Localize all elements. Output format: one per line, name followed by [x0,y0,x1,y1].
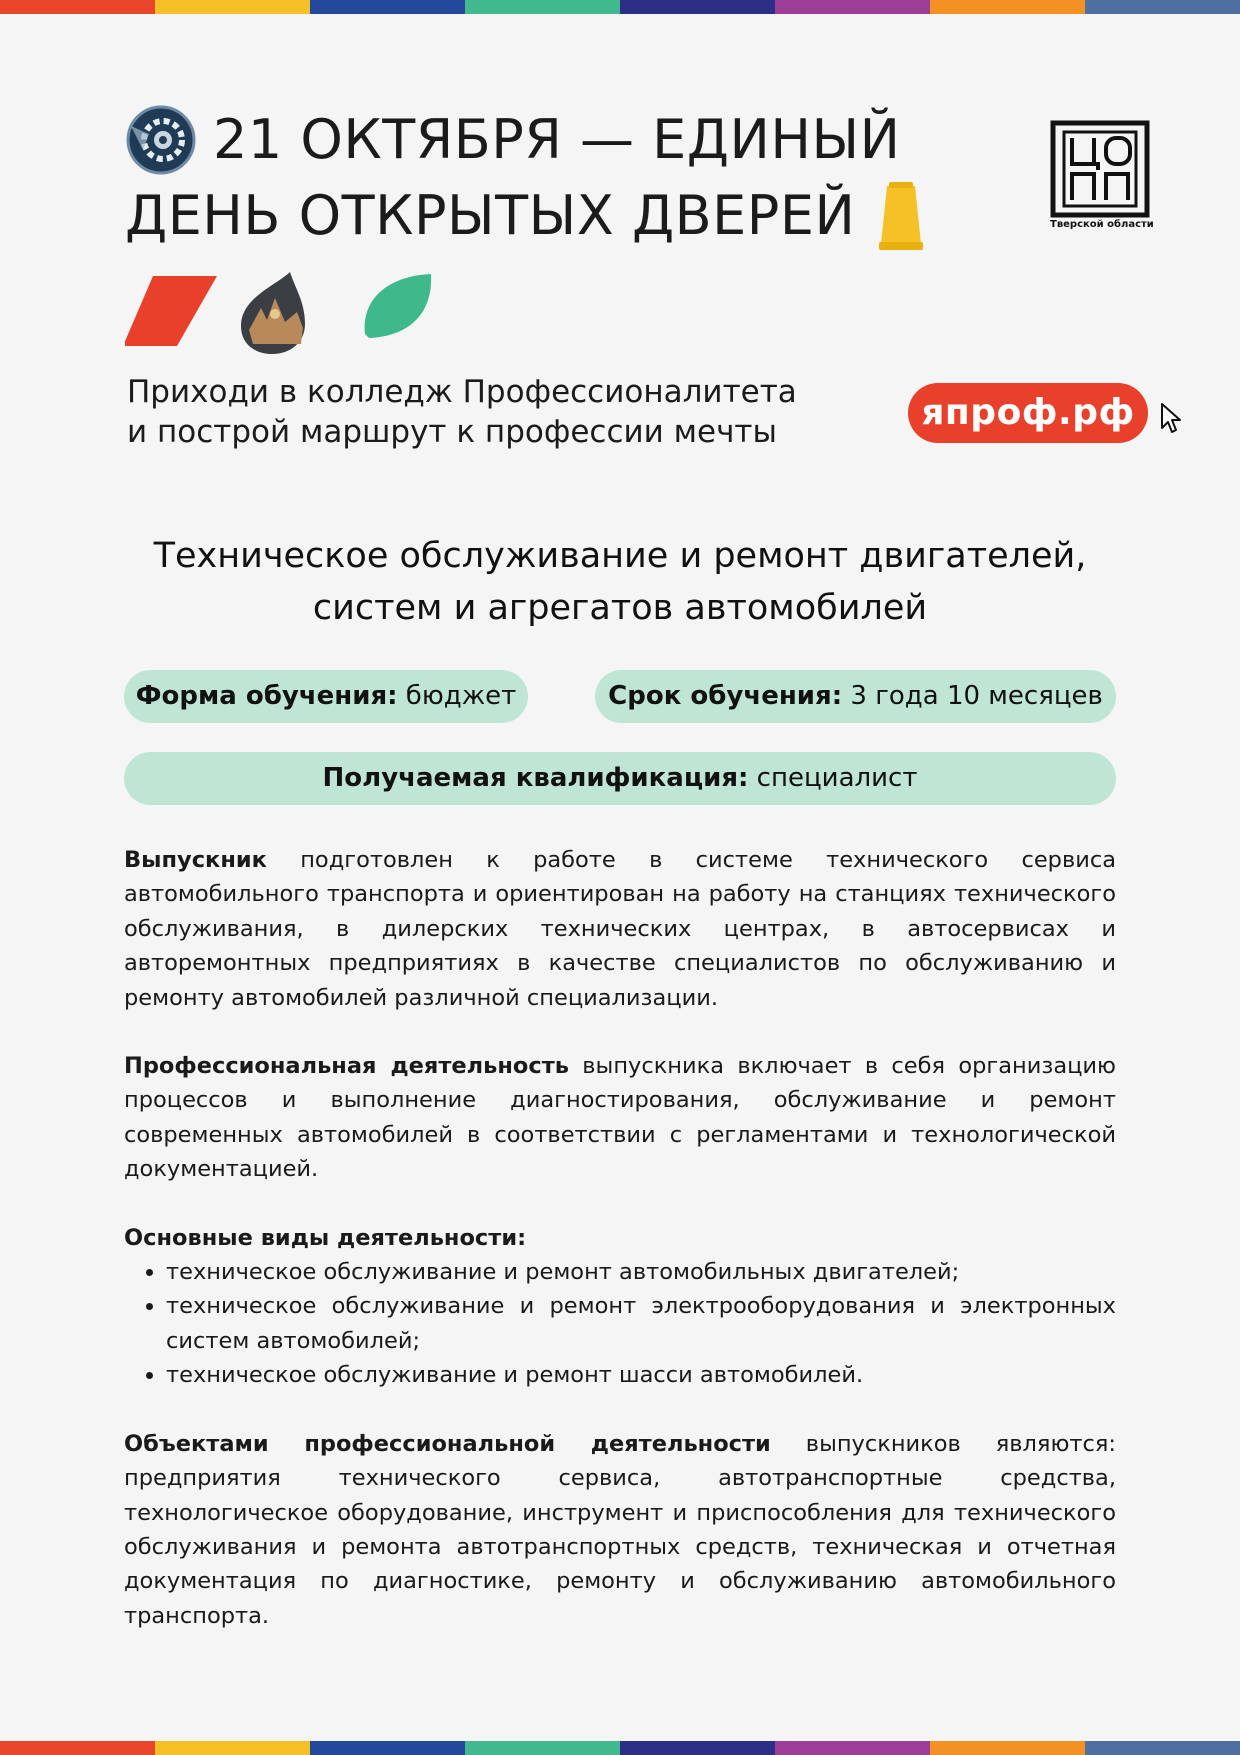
objects-paragraph-lead: Объектами профессиональной деятельности [124,1430,771,1457]
program-description [124,843,1116,1667]
study-term-pill [595,670,1116,723]
professional-activity-paragraph [124,1049,1116,1187]
stripe-segment [620,1741,775,1755]
stripe-segment [0,1741,155,1755]
stripe-segment [310,0,465,14]
qualification-pill [124,752,1116,805]
objects-paragraph-text: выпускников являются: предприятия технического сервиса, автотранспортные средства, технологическое оборудование, инструмент и приспособления для технического обслуживания и ремонта автотранспортных средств, техническая и отчетная документация по диагностике, ремонту и обслуживанию автомобильного транспорта. [124,1430,1117,1629]
mouse-cursor-icon [1160,402,1184,434]
headline-line-2 [125,178,985,254]
stripe-segment [620,0,775,14]
study-form-value: бюджет [397,681,517,711]
study-form-label: Форма обучения: [135,681,398,711]
city-photo-drop-icon [241,272,305,354]
stripe-segment [930,1741,1085,1755]
green-leaf-icon [365,274,432,338]
copp-logo [1050,120,1150,230]
professional-activity-lead: Профессиональная деятельность [124,1053,569,1080]
study-term-value: 3 года 10 месяцев [842,681,1103,711]
stripe-segment [155,0,310,14]
headline-line-1 [125,102,985,178]
bottom-color-stripe [0,1741,1240,1755]
stripe-segment [1085,1741,1240,1755]
stripe-segment [155,1741,310,1755]
stripe-segment [0,0,155,14]
top-color-stripe [0,0,1240,14]
site-link-button[interactable]: япроф.рф [908,383,1148,443]
decorative-shapes [125,268,445,358]
event-headline [125,102,985,254]
graduate-paragraph-lead: Выпускник [124,847,267,873]
stripe-segment [465,1741,620,1755]
professional-activity-text: выпускника включает в себя организацию процессов и выполнение диагностирования, обслуживание и ремонт современных автомобилей в соответствии с регламентами и технологической документацией. [124,1053,1116,1183]
qualification-label: Получаемая квалификация: [322,763,749,793]
program-title-line-2: систем и агрегатов автомобилей [312,588,928,628]
objects-paragraph [124,1427,1116,1633]
stripe-segment [1085,0,1240,14]
spool-icon [873,180,929,252]
stripe-segment [775,1741,930,1755]
graduate-paragraph [124,843,1116,1015]
program-title-line-1: Техническое обслуживание и ремонт двигателей, [153,536,1087,576]
stripe-segment [310,1741,465,1755]
activities-list [124,1255,1116,1393]
red-parallelogram-icon [125,276,217,346]
gear-emblem-icon [125,104,197,176]
slogan-line-1: Приходи в колледж Профессионалитета [127,374,797,410]
study-term-label: Срок обучения: [608,681,843,711]
list-item: • техническое обслуживание и ремонт автомобильных двигателей; [166,1255,1116,1289]
qualification-value: специалист [748,763,918,793]
headline-text-2: ДЕНЬ ОТКРЫТЫХ ДВЕРЕЙ [125,184,856,247]
graduate-paragraph-text: подготовлен к работе в системе технического сервиса автомобильного транспорта и ориентирован на работу на станциях технического обслуживания, в дилерских технических центрах, в автосервисах и авторемонтных предприятиях в качестве специалистов по обслуживанию и ремонту автомобилей различной специализации. [124,847,1116,1011]
activities-heading: Основные виды деятельности: [124,1224,527,1251]
list-item: • техническое обслуживание и ремонт электрооборудования и электронных систем автомобилей; [166,1289,1116,1358]
stripe-segment [775,0,930,14]
copp-caption: Тверской области [1050,219,1154,230]
slogan-line-2: и построй маршрут к профессии мечты [127,414,777,450]
study-form-pill [124,670,528,723]
slogan [127,372,887,452]
stripe-segment [930,0,1085,14]
headline-text-1: 21 ОКТЯБРЯ — ЕДИНЫЙ [213,108,901,171]
list-item: • техническое обслуживание и ремонт шасси автомобилей. [166,1358,1116,1392]
stripe-segment [465,0,620,14]
program-title [124,530,1116,634]
